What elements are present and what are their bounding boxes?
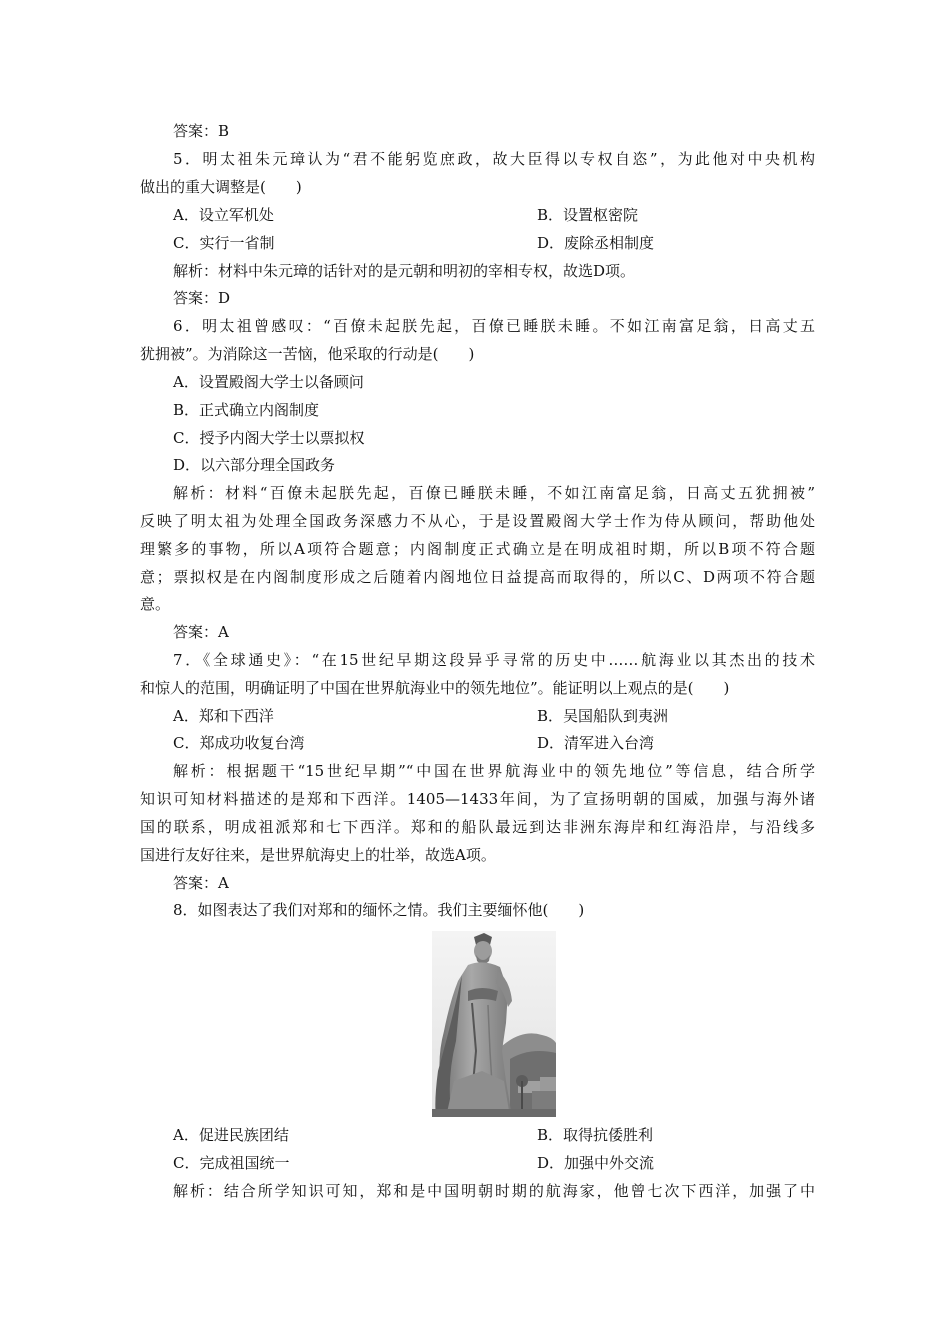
q8-option-c: C．完成祖国统一 xyxy=(173,1154,290,1172)
q5-option-c: C．实行一省制 xyxy=(173,234,275,252)
q6-explanation-line3: 理繁多的事物，所以A项符合题意；内阁制度正式确立是在明成祖时期，所以B项不符合题 xyxy=(140,540,815,558)
q7-explanation-line2: 知识可知材料描述的是郑和下西洋。1405—1433年间，为了宣扬明朝的国威，加强与海外诸 xyxy=(140,790,815,808)
q5-explanation: 解析：材料中朱元璋的话针对的是元朝和明初的宰相专权，故选D项。 xyxy=(173,262,636,280)
q7-option-c: C．郑成功收复台湾 xyxy=(173,734,305,752)
question-7-stem-cont: 和惊人的范围，明确证明了中国在世界航海业中的领先地位”。能证明以上观点的是( ) xyxy=(140,679,730,697)
q7-option-d: D．清军进入台湾 xyxy=(537,734,655,752)
q6-option-b: B．正式确立内阁制度 xyxy=(173,401,320,419)
q5-option-b: B．设置枢密院 xyxy=(537,206,639,224)
q8-option-b: B．取得抗倭胜利 xyxy=(537,1126,654,1144)
question-8-stem: 8．如图表达了我们对郑和的缅怀之情。我们主要缅怀他( ) xyxy=(173,901,585,919)
q6-explanation: 解析：材料“百僚未起朕先起，百僚已睡朕未睡，不如江南富足翁，日高丈五犹拥被” xyxy=(173,484,815,502)
q6-option-d: D．以六部分理全国政务 xyxy=(173,456,336,474)
q7-option-b: B．吴国船队到夷洲 xyxy=(537,707,669,725)
q6-option-a: A．设置殿阁大学士以备顾问 xyxy=(173,373,364,391)
q6-option-c: C．授予内阁大学士以票拟权 xyxy=(173,429,365,447)
q7-explanation-line4: 国进行友好往来，是世界航海史上的壮举，故选A项。 xyxy=(140,846,496,864)
answer-q6: 答案：A xyxy=(173,623,229,641)
q6-explanation-line4: 意；票拟权是在内阁制度形成之后随着内阁地位日益提高而取得的，所以C、D两项不符合题 xyxy=(140,568,815,586)
q8-option-a: A．促进民族团结 xyxy=(173,1126,289,1144)
q7-explanation: 解析：根据题干“15世纪早期”“中国在世界航海业中的领先地位”等信息，结合所学 xyxy=(173,762,815,780)
q5-option-a: A．设立军机处 xyxy=(173,206,274,224)
question-5-stem: 5．明太祖朱元璋认为“君不能躬览庶政，故大臣得以专权自恣”，为此他对中央机构 xyxy=(173,150,815,168)
question-5-stem-cont: 做出的重大调整是( ) xyxy=(140,178,302,196)
q5-option-d: D．废除丞相制度 xyxy=(537,234,655,252)
q6-explanation-line5: 意。 xyxy=(140,595,171,613)
q7-explanation-line3: 国的联系，明成祖派郑和七下西洋。郑和的船队最远到达非洲东海岸和红海沿岸，与沿线多 xyxy=(140,818,815,836)
answer-q7: 答案：A xyxy=(173,874,229,892)
question-7-stem: 7．《全球通史》：“在15世纪早期这段异乎寻常的历史中……航海业以其杰出的技术 xyxy=(173,651,815,669)
q8-explanation: 解析：结合所学知识可知，郑和是中国明朝时期的航海家，他曾七次下西洋，加强了中 xyxy=(173,1182,815,1200)
answer-q5: 答案：D xyxy=(173,289,231,307)
question-6-stem: 6．明太祖曾感叹：“百僚未起朕先起，百僚已睡朕未睡。不如江南富足翁，日高丈五 xyxy=(173,317,815,335)
q6-explanation-line2: 反映了明太祖为处理全国政务深感力不从心，于是设置殿阁大学士作为侍从顾问，帮助他处 xyxy=(140,512,815,530)
question-6-stem-cont: 犹拥被”。为消除这一苦恼，他采取的行动是( ) xyxy=(140,345,475,363)
answer-q4: 答案：B xyxy=(173,122,230,140)
q8-option-d: D．加强中外交流 xyxy=(537,1154,655,1172)
q7-option-a: A．郑和下西洋 xyxy=(173,707,274,725)
zheng-he-statue-photo xyxy=(432,931,556,1117)
